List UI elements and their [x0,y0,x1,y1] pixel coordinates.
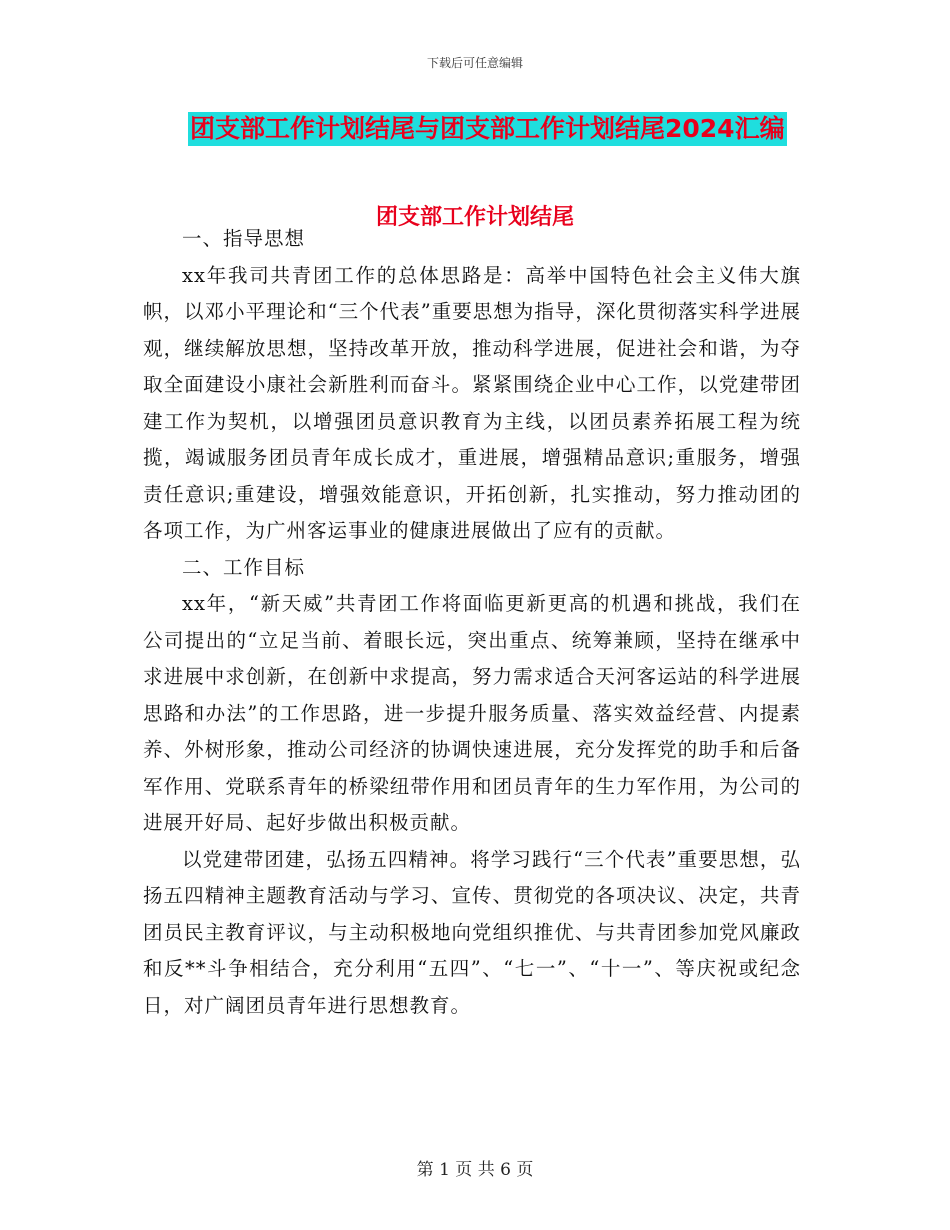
body-paragraph: xx年，“新天威”共青团工作将面临更新更高的机遇和挑战，我们在公司提出的“立足当前、着眼长远，突出重点、统筹兼顾，坚持在继承中求进展中求创新，在创新中求提高，努力需求适合天河客运站的科学进展思路和办法”的工作思路，进一步提升服务质量、落实效益经营、内提素养、外树形象，推动公司经济的协调快速进展，充分发挥党的助手和后备军作用、党联系青年的桥梁纽带作用和团员青年的生力军作用，为公司的进展开好局、起好步做出积极贡献。 [143,592,801,834]
page-number: 第 1 页 共 6 页 [416,1160,534,1180]
section-heading-guiding-ideology: 一、指导思想 [182,227,306,250]
body-paragraph: xx年我司共青团工作的总体思路是：高举中国特色社会主义伟大旗帜，以邓小平理论和“三个代表”重要思想为指导，深化贯彻落实科学进展观，继续解放思想，坚持改革开放，推动科学进展，促进社会和谐，为夺取全面建设小康社会新胜利而奋斗。紧紧围绕企业中心工作，以党建带团建工作为契机，以增强团员意识教育为主线，以团员素养拓展工程为统揽，竭诚服务团员青年成长成才，重进展，增强精品意识;重服务，增强责任意识;重建设，增强效能意识，开拓创新，扎实推动，努力推动团的各项工作，为广州客运事业的健康进展做出了应有的贡献。 [143,263,801,542]
document-body [143,221,801,1024]
document-subtitle: 团支部工作计划结尾 [375,205,574,230]
header-note: 下载后可任意编辑 [426,56,523,70]
section-heading-work-goals: 二、工作目标 [182,555,306,579]
body-paragraph: 以党建带团建，弘扬五四精神。将学习践行“三个代表”重要思想，弘扬五四精神主题教育活动与学习、宣传、贯彻党的各项决议、决定，共青团员民主教育评议，与主动积极地向党组织推优、与共青团参加党风廉政和反**斗争相结合，充分利用“五四”、“七一”、“十一”、等庆祝或纪念日，对广阔团员青年进行思想教育。 [143,847,801,1017]
document-title: 团支部工作计划结尾与团支部工作计划结尾2024汇编 [188,112,787,146]
